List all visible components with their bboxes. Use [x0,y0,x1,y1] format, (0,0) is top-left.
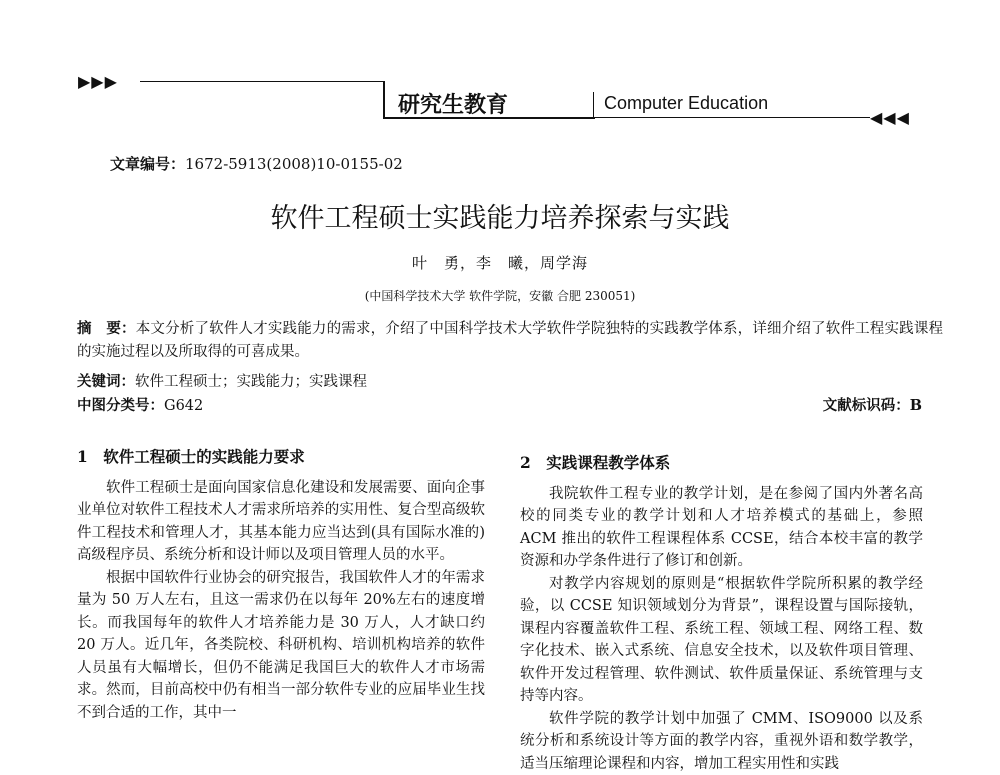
keywords-label: 关键词： [77,373,135,390]
header-box-bottom [383,117,595,119]
left-arrows-decoration: ▶▶▶ [78,72,118,91]
authors: 叶 勇，李 曦，周学海 [0,252,1000,273]
right-arrows-decoration: ◀◀◀ [870,108,910,127]
keywords-text: 软件工程硕士；实践能力；实践课程 [135,374,367,390]
clc-value: G642 [164,398,203,414]
article-number [110,153,403,174]
article-number-value: 1672-5913(2008)10-0155-02 [185,155,403,173]
section-1-heading: 1 软件工程硕士的实践能力要求 [77,446,485,469]
left-column [77,446,485,724]
section-title-en: Computer Education [604,93,768,114]
section-2-heading: 2 实践课程教学体系 [520,452,923,475]
right-column [520,452,923,775]
header-separator [593,92,594,118]
section-2-paragraph-1: 我院软件工程专业的教学计划，是在参阅了国内外著名高校的同类专业的教学计划和人才培养模式的基础上，参照 ACM 推出的软件工程课程体系 CCSE，结合本校丰富的教学资源和办学条件进行了修订和创新。 [520,483,923,573]
section-title-cn: 研究生教育 [398,88,508,119]
paper-title: 软件工程硕士实践能力培养探索与实践 [0,196,1000,235]
clc-number [77,394,203,415]
affiliation: (中国科学技术大学 软件学院，安徽 合肥 230051) [0,287,1000,304]
header-rule-right [595,117,870,118]
header-rule-left [140,81,385,82]
abstract-label: 摘 要： [77,320,136,337]
document-code [823,394,922,415]
abstract [77,317,943,364]
section-1-paragraph-1: 软件工程硕士是面向国家信息化建设和发展需要、面向企事业单位对软件工程技术人才需求所培养的实用性、复合型高级软件工程技术和管理人才，其基本能力应当达到(具有国际水准的)高级程序员、系统分析和设计师以及项目管理人员的水平。 [77,477,485,567]
keywords [77,370,367,391]
section-2-paragraph-2: 对教学内容规划的原则是“根据软件学院所积累的教学经验，以 CCSE 知识领域划分为背景”，课程设置与国际接轨，课程内容覆盖软件工程、系统工程、领域工程、网络工程、数字化技术、嵌入式系统、信息安全技术，以及软件项目管理、软件开发过程管理、软件测试、软件质量保证、系统管理与支持等内容。 [520,573,923,708]
doc-code-label: 文献标识码： [823,397,910,414]
abstract-text: 本文分析了软件人才实践能力的需求，介绍了中国科学技术大学软件学院独特的实践教学体系，详细介绍了软件工程实践课程的实施过程以及所取得的可喜成果。 [77,321,943,360]
page-header [0,0,1000,140]
article-number-label: 文章编号： [110,155,185,173]
section-2-paragraph-3: 软件学院的教学计划中加强了 CMM、ISO9000 以及系统分析和系统设计等方面的教学内容，重视外语和数学教学，适当压缩理论课程和内容，增加工程实用性和实践 [520,708,923,775]
section-1-paragraph-2: 根据中国软件行业协会的研究报告，我国软件人才的年需求量为 50 万人左右，且这一需求仍在以每年 20%左右的速度增长。而我国每年的软件人才培养能力是 30 万人，人才缺口约 20 万人。近几年，各类院校、科研机构、培训机构培养的软件人员虽有大幅增长，但仍不能满足我国巨大的软件人才市场需求。然而，目前高校中仍有相当一部分软件专业的应届毕业生找不到合适的工作，其中一 [77,567,485,725]
clc-label: 中图分类号： [77,397,164,414]
header-box-edge [383,82,385,118]
doc-code-value: B [910,397,922,414]
